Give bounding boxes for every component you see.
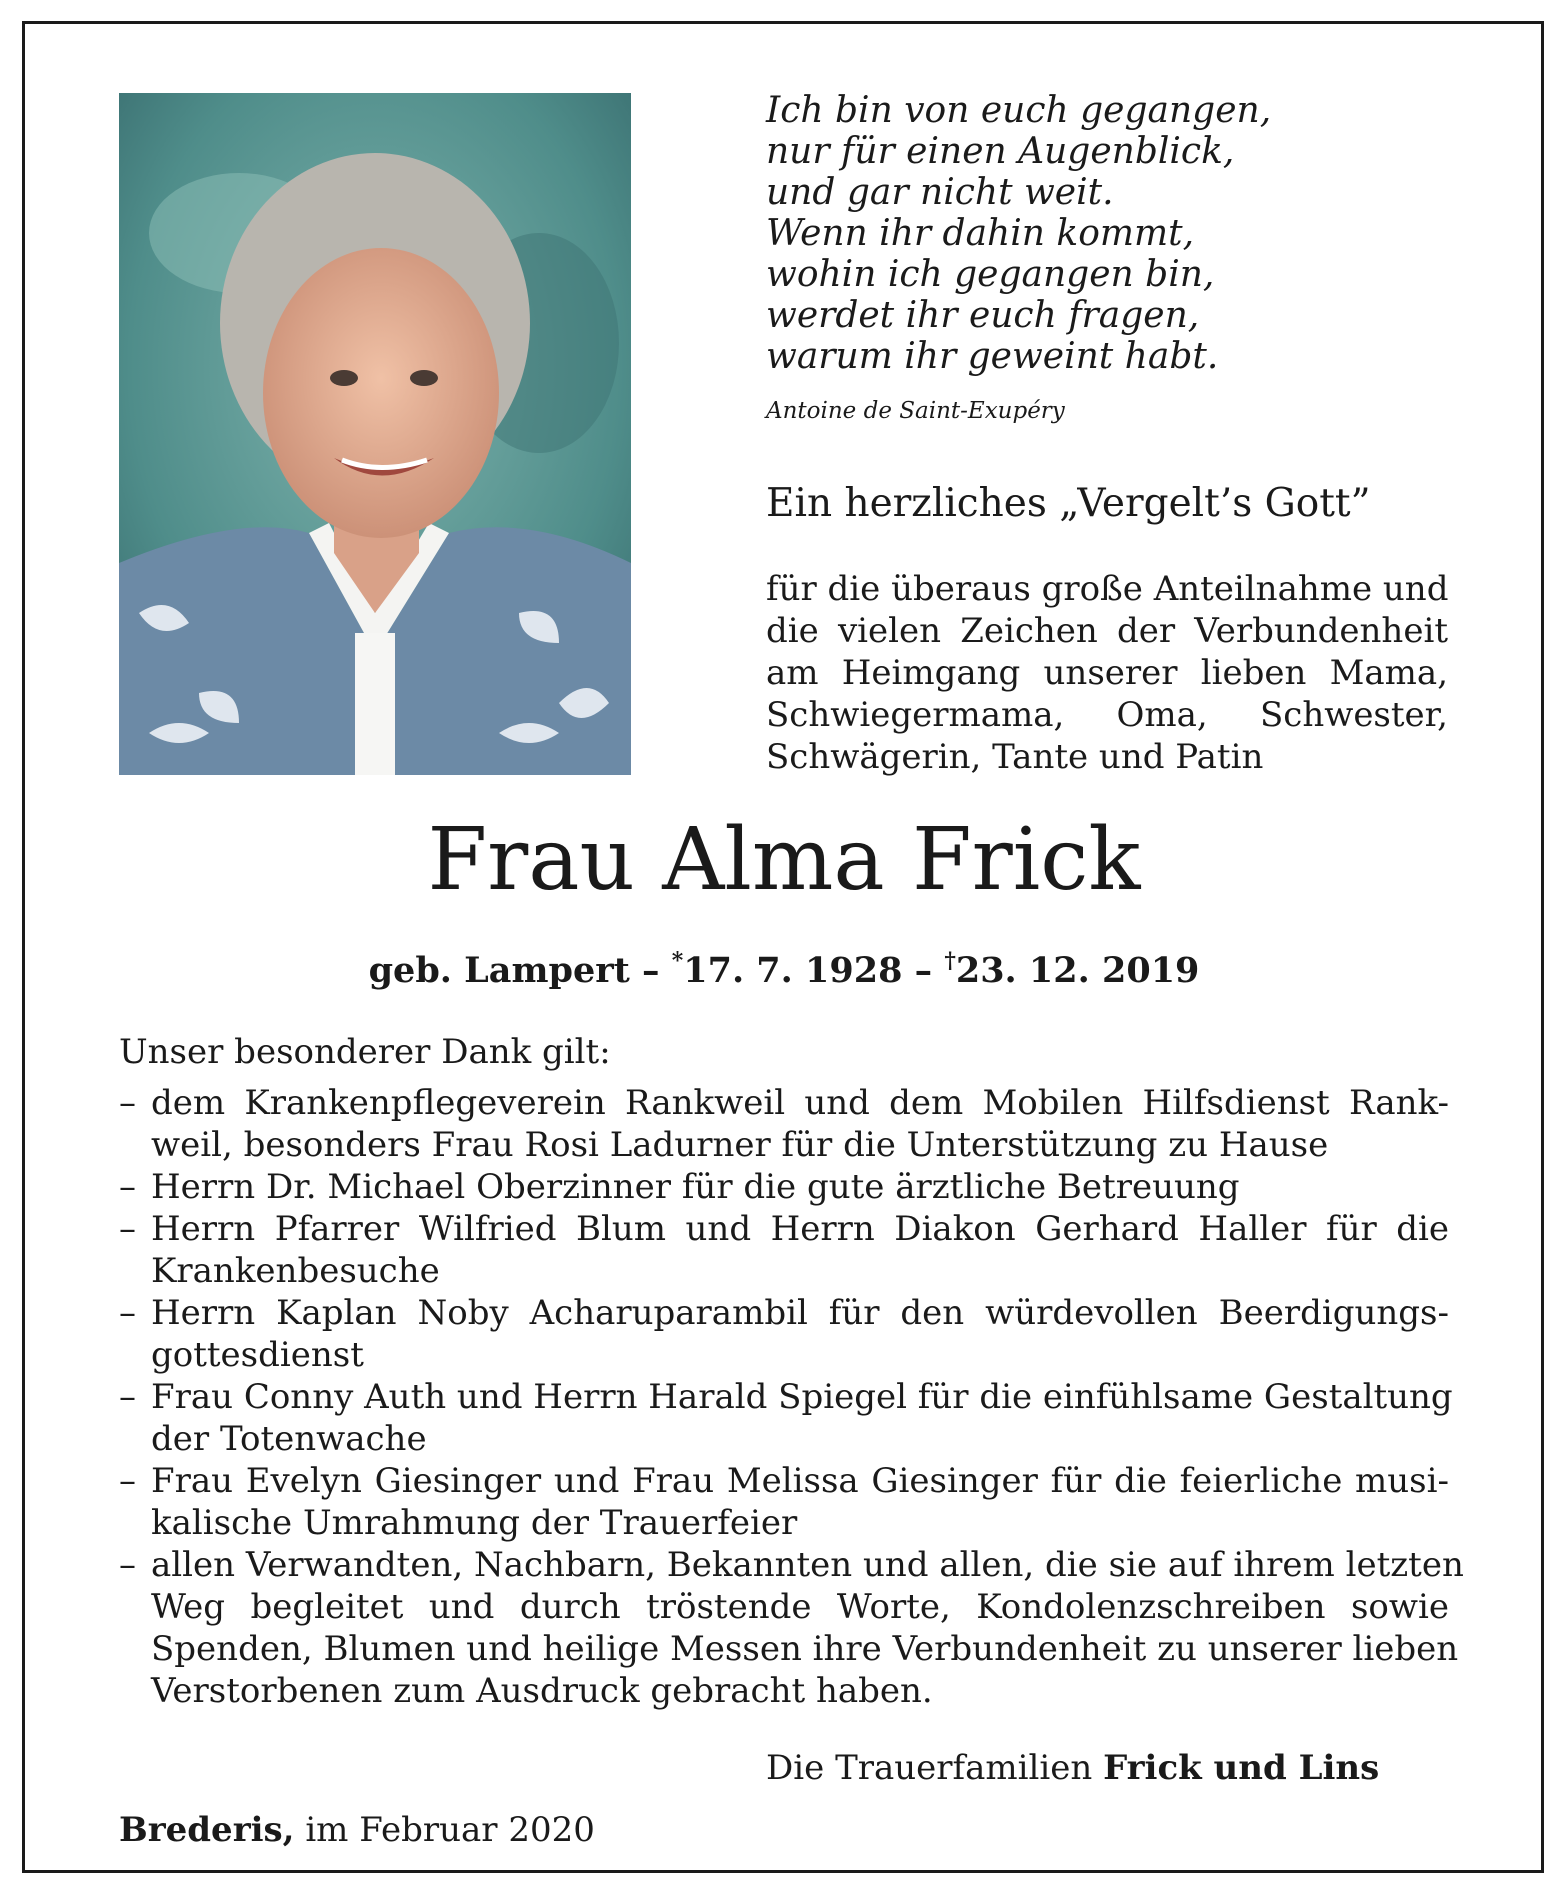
life-dates bbox=[0, 939, 1568, 993]
intro-line: für die überaus große Anteilnahme und bbox=[766, 569, 1449, 609]
list-item bbox=[119, 1376, 1453, 1460]
list-item bbox=[119, 1208, 1449, 1292]
poem-line: nur für einen Augenblick, bbox=[766, 131, 1235, 172]
poem-author: Antoine de Saint-Exupéry bbox=[766, 398, 1065, 424]
deceased-name: Frau Alma Frick bbox=[427, 810, 1141, 910]
list-item-line: weil, besonders Frau Rosi Ladurner für die Unterstützung zu Hause bbox=[151, 1125, 1329, 1165]
list-item-line: der Totenwache bbox=[151, 1419, 427, 1459]
list-item-line: Herrn Pfarrer Wilfried Blum und Herrn Diakon Gerhard Haller für die bbox=[151, 1209, 1449, 1249]
list-dash: – bbox=[119, 1167, 136, 1207]
signoff-prefix: Die Trauerfamilien bbox=[766, 1748, 1093, 1788]
list-item-line: allen Verwandten, Nachbarn, Bekannten und allen, die sie auf ihrem letzten bbox=[151, 1545, 1464, 1585]
signoff bbox=[766, 1746, 1379, 1790]
list-dash: – bbox=[119, 1545, 136, 1585]
list-dash: – bbox=[119, 1461, 136, 1501]
thanks-headline: Ein herzliches „Vergelt’s Gott” bbox=[766, 481, 1371, 526]
poem-line: wohin ich gegangen bin, bbox=[766, 254, 1215, 295]
list-dash: – bbox=[119, 1083, 136, 1123]
list-item bbox=[119, 1544, 1464, 1712]
poem-line: Wenn ihr dahin kommt, bbox=[766, 213, 1195, 254]
list-item-line: kalische Umrahmung der Trauerfeier bbox=[151, 1503, 798, 1543]
thanks-list bbox=[119, 1082, 1464, 1712]
place-date bbox=[119, 1808, 595, 1852]
intro-paragraph bbox=[766, 568, 1448, 778]
list-item-line: Herrn Dr. Michael Oberzinner für die gute ärztliche Betreuung bbox=[151, 1167, 1240, 1207]
list-dash: – bbox=[119, 1293, 136, 1333]
poem-line: Ich bin von euch gegangen, bbox=[766, 90, 1272, 131]
birth-date: 17. 7. 1928 bbox=[683, 950, 903, 991]
list-item-line: Frau Evelyn Giesinger und Frau Melissa Giesinger für die feierliche musi- bbox=[151, 1461, 1449, 1501]
list-item bbox=[119, 1292, 1449, 1376]
intro-line: die vielen Zeichen der Verbundenheit bbox=[766, 611, 1448, 651]
dates-separator: – bbox=[914, 950, 933, 991]
death-symbol: † bbox=[944, 948, 956, 974]
list-item-line: Krankenbesuche bbox=[151, 1251, 440, 1291]
poem-line: warum ihr geweint habt. bbox=[766, 336, 1219, 377]
list-item-line: Weg begleitet und durch tröstende Worte, Kondolenzschreiben sowie bbox=[151, 1587, 1449, 1627]
list-item-line: dem Krankenpflegeverein Rankweil und dem Mobilen Hilfsdienst Rank- bbox=[151, 1083, 1449, 1123]
list-item bbox=[119, 1460, 1449, 1544]
list-dash: – bbox=[119, 1209, 136, 1249]
intro-line: Schwiegermama, Oma, Schwester, bbox=[766, 695, 1448, 735]
poem-line: werdet ihr euch fragen, bbox=[766, 295, 1200, 336]
death-date: 23. 12. 2019 bbox=[955, 950, 1200, 991]
birth-symbol: * bbox=[671, 948, 684, 974]
poem bbox=[766, 90, 1466, 377]
list-item-line: gottesdienst bbox=[151, 1335, 364, 1375]
intro-line: am Heimgang unserer lieben Mama, bbox=[766, 653, 1448, 693]
list-item bbox=[119, 1166, 1449, 1208]
thanks-heading: Unser besonderer Dank gilt: bbox=[119, 1032, 611, 1072]
notice-date: im Februar 2020 bbox=[305, 1810, 595, 1850]
maiden-name: geb. Lampert bbox=[368, 950, 630, 991]
poem-line: und gar nicht weit. bbox=[766, 172, 1114, 213]
list-item-line: Herrn Kaplan Noby Acharuparambil für den würdevollen Beerdigungs- bbox=[151, 1293, 1449, 1333]
list-dash: – bbox=[119, 1377, 136, 1417]
intro-line: Schwägerin, Tante und Patin bbox=[766, 737, 1264, 777]
list-item-line: Spenden, Blumen und heilige Messen ihre Verbundenheit zu unserer lieben bbox=[151, 1629, 1459, 1669]
list-item bbox=[119, 1082, 1449, 1166]
list-item-line: Frau Conny Auth und Herrn Harald Spiegel für die einfühlsame Gestaltung bbox=[151, 1377, 1453, 1417]
dates-separator: – bbox=[642, 950, 660, 991]
family-names: Frick und Lins bbox=[1103, 1748, 1380, 1788]
portrait-photo-icon bbox=[119, 93, 631, 775]
list-item-line: Verstorbenen zum Ausdruck gebracht haben. bbox=[151, 1671, 933, 1711]
town-name: Brederis, bbox=[119, 1810, 295, 1850]
